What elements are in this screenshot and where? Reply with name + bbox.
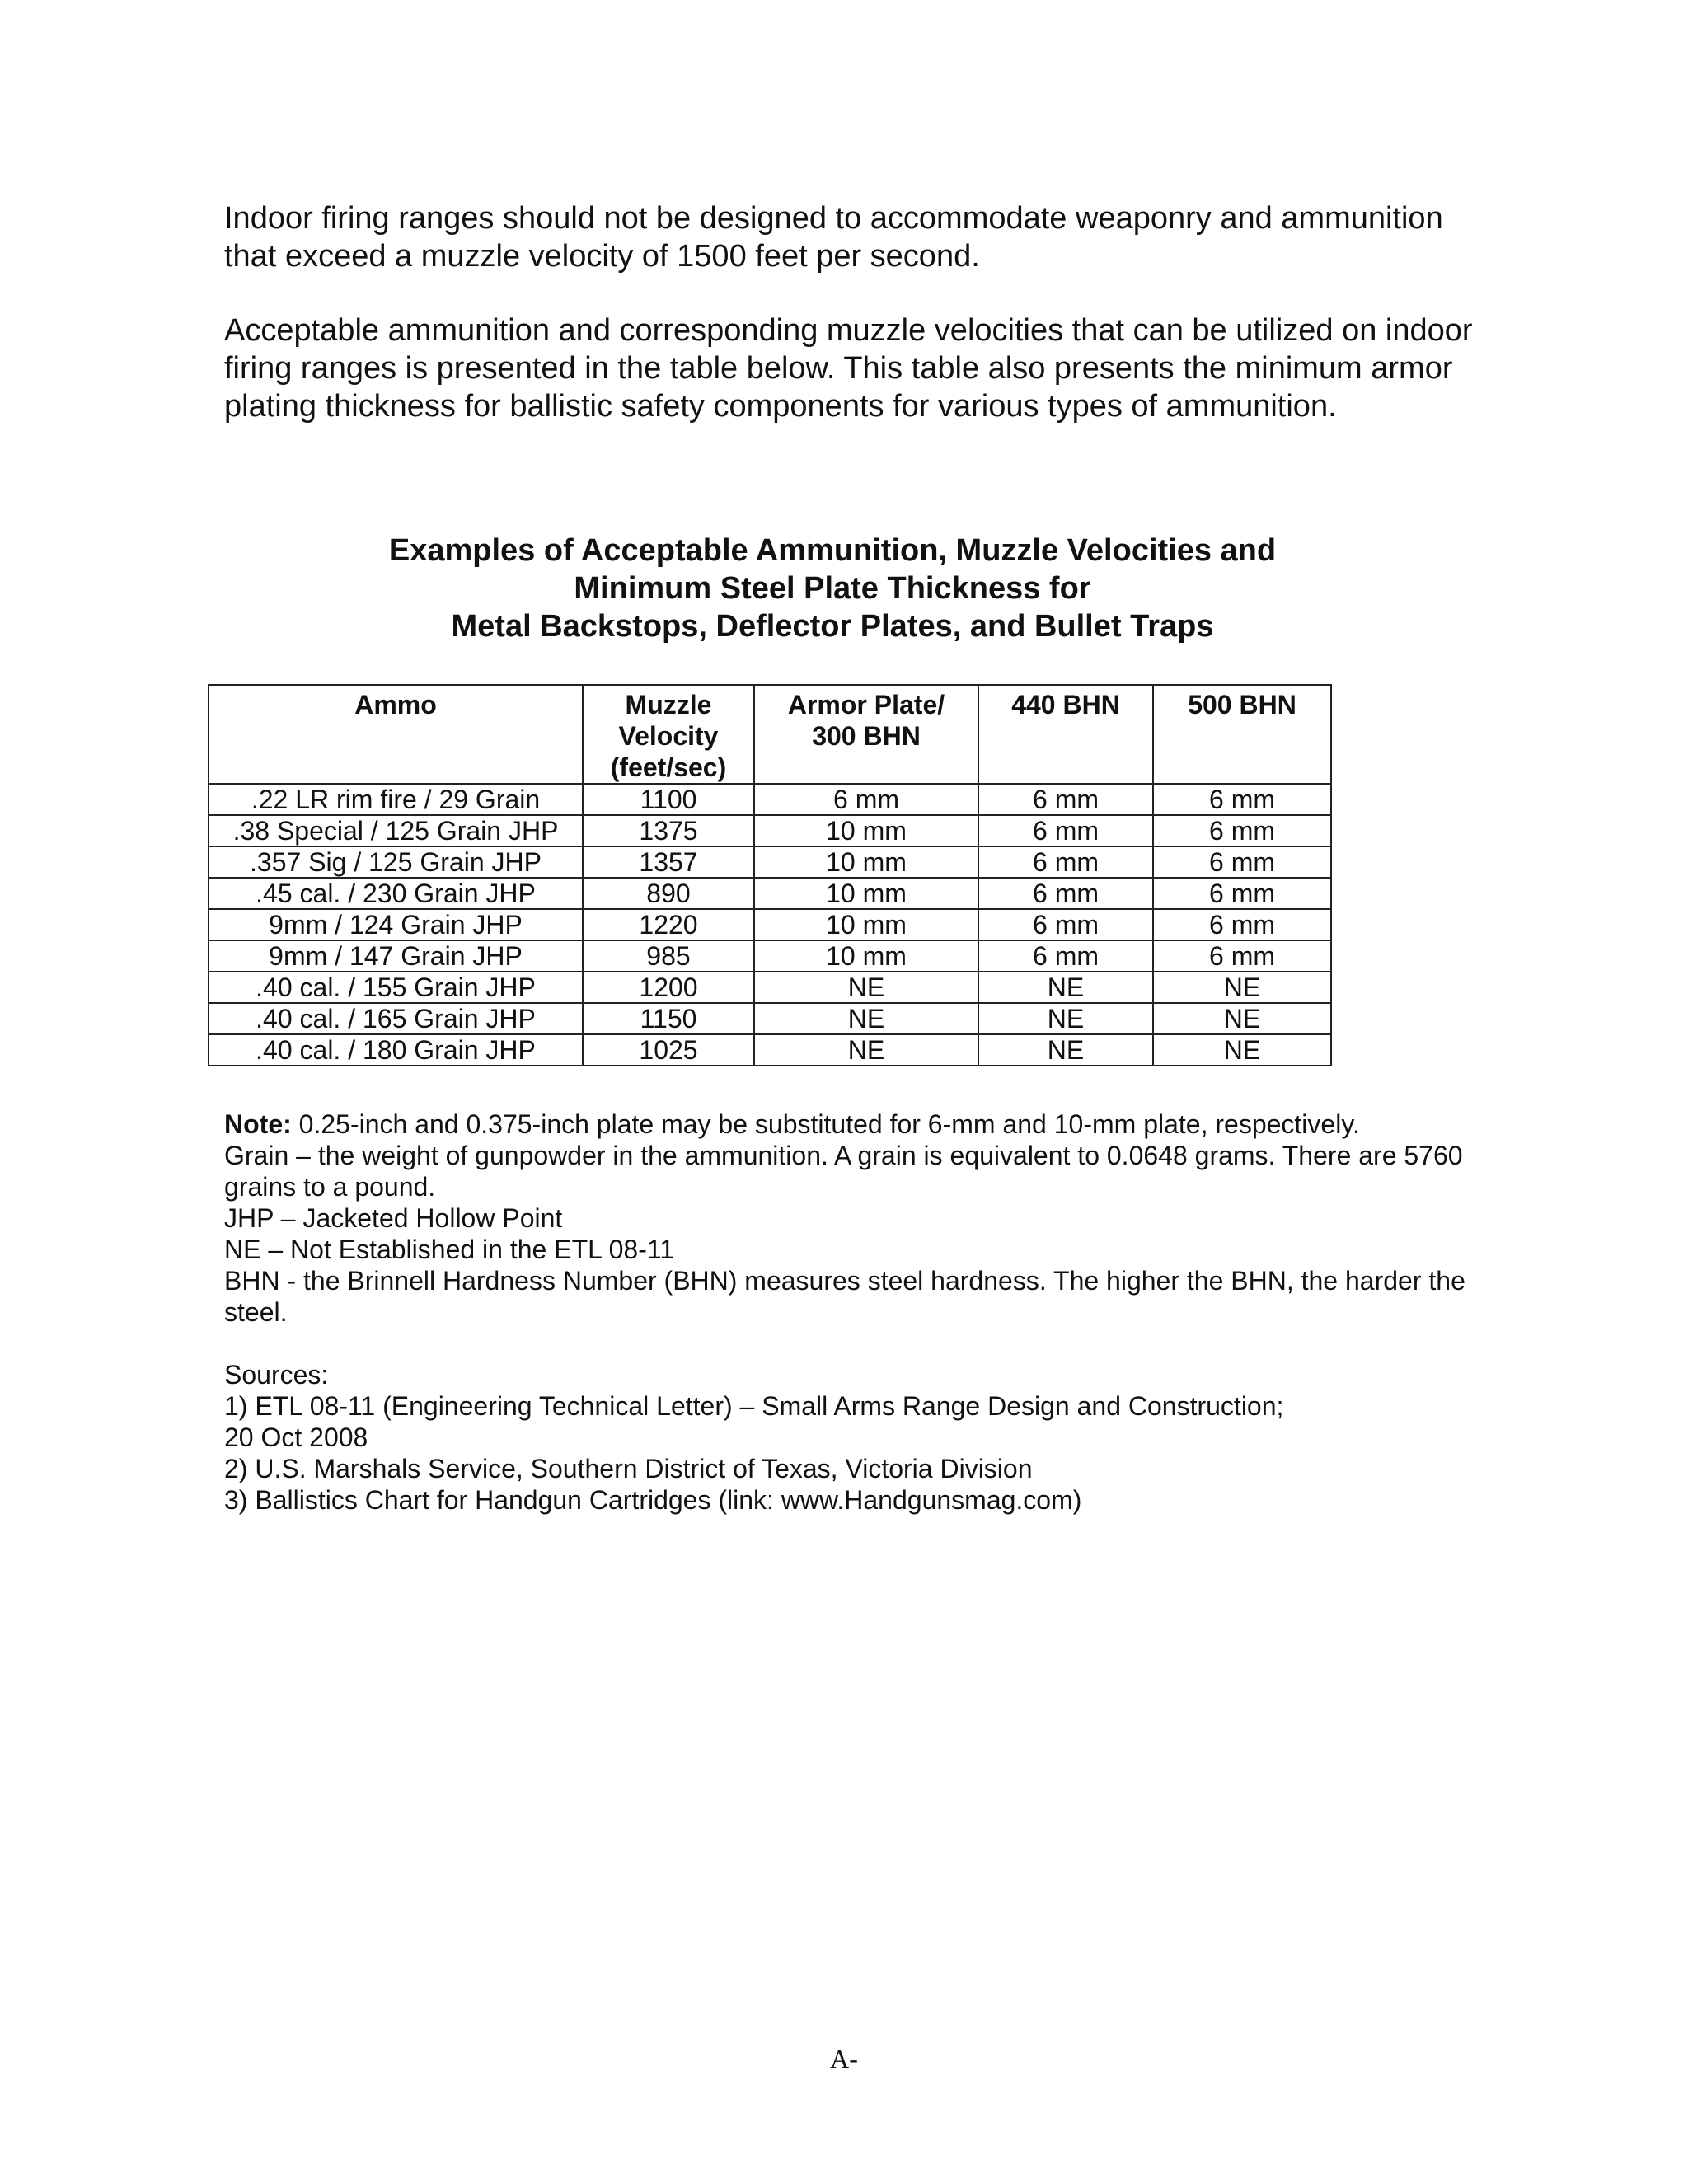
sources-heading: Sources: [224,1360,329,1390]
table-row [209,972,1331,1003]
notes-section [224,1108,1477,1516]
cell-ammo: .45 cal. / 230 Grain JHP [209,878,583,909]
jhp-definition: JHP – Jacketed Hollow Point [224,1203,563,1233]
page-number: A- [830,2044,858,2074]
cell-500-bhn: NE [1153,972,1331,1003]
cell-500-bhn: NE [1153,1034,1331,1066]
source-3: 3) Ballistics Chart for Handgun Cartridges (link: www.Handgunsmag.com) [224,1485,1082,1515]
cell-velocity: 1200 [583,972,754,1003]
header-armor-line-2: 300 BHN [812,721,921,751]
cell-armor-plate: 10 mm [754,846,978,878]
header-velocity-line-1: Muzzle [625,690,712,719]
cell-ammo: .40 cal. / 180 Grain JHP [209,1034,583,1066]
header-armor-line-1: Armor Plate/ [787,690,945,719]
cell-velocity: 1357 [583,846,754,878]
cell-velocity: 985 [583,940,754,972]
table-title-line-2: Minimum Steel Plate Thickness for [574,571,1091,606]
cell-440-bhn: 6 mm [978,815,1153,846]
cell-velocity: 1025 [583,1034,754,1066]
cell-velocity: 1150 [583,1003,754,1034]
cell-500-bhn: 6 mm [1153,878,1331,909]
header-500-bhn: 500 BHN [1153,685,1331,784]
header-velocity-line-2: Velocity [618,721,719,751]
cell-velocity: 1100 [583,784,754,815]
table-header-row [209,685,1331,784]
cell-500-bhn: 6 mm [1153,784,1331,815]
cell-armor-plate: NE [754,1034,978,1066]
table-row [209,940,1331,972]
cell-500-bhn: 6 mm [1153,909,1331,940]
cell-ammo: .40 cal. / 165 Grain JHP [209,1003,583,1034]
cell-500-bhn: 6 mm [1153,940,1331,972]
cell-ammo: .22 LR rim fire / 29 Grain [209,784,583,815]
grain-definition: Grain – the weight of gunpowder in the ammunition. A grain is equivalent to 0.0648 grams. There are 5760 grains to a pound. [224,1141,1463,1202]
cell-armor-plate: 10 mm [754,909,978,940]
ne-definition: NE – Not Established in the ETL 08-11 [224,1235,675,1264]
header-muzzle-velocity [583,685,754,784]
source-1-line-1: 1) ETL 08-11 (Engineering Technical Letter) – Small Arms Range Design and Construction; [224,1391,1284,1421]
cell-armor-plate: NE [754,1003,978,1034]
cell-440-bhn: NE [978,1003,1153,1034]
bhn-definition: BHN - the Brinnell Hardness Number (BHN) measures steel hardness. The higher the BHN, the harder the steel. [224,1266,1465,1327]
spacer [224,1328,1477,1359]
cell-armor-plate: NE [754,972,978,1003]
table-row [209,878,1331,909]
header-440-bhn: 440 BHN [978,685,1153,784]
cell-500-bhn: NE [1153,1003,1331,1034]
cell-440-bhn: NE [978,972,1153,1003]
cell-ammo: .38 Special / 125 Grain JHP [209,815,583,846]
header-armor-plate [754,685,978,784]
intro-paragraph-table-description: Acceptable ammunition and corresponding muzzle velocities that can be utilized on indoor firing ranges is presented in the table below. This table also presents the minimum armor plating thickness for ballistic safety components for various types of ammunition. [224,313,1473,424]
table-row [209,1034,1331,1066]
table-title [247,532,1418,645]
table-row [209,815,1331,846]
cell-ammo: 9mm / 147 Grain JHP [209,940,583,972]
source-2: 2) U.S. Marshals Service, Southern District of Texas, Victoria Division [224,1454,1033,1483]
intro-paragraph-velocity-limit: Indoor firing ranges should not be designed to accommodate weaponry and ammunition that exceed a muzzle velocity of 1500 feet per second. [224,201,1443,274]
cell-ammo: 9mm / 124 Grain JHP [209,909,583,940]
table-row [209,846,1331,878]
cell-500-bhn: 6 mm [1153,846,1331,878]
cell-armor-plate: 10 mm [754,878,978,909]
header-ammo: Ammo [209,685,583,784]
source-1-line-2: 20 Oct 2008 [224,1422,368,1452]
cell-440-bhn: 6 mm [978,878,1153,909]
cell-armor-plate: 10 mm [754,940,978,972]
cell-440-bhn: 6 mm [978,940,1153,972]
ammunition-table [208,684,1332,1066]
note-line [224,1108,1477,1140]
cell-velocity: 1220 [583,909,754,940]
note-label: Note: [224,1109,292,1139]
cell-440-bhn: 6 mm [978,909,1153,940]
cell-velocity: 1375 [583,815,754,846]
cell-ammo: .357 Sig / 125 Grain JHP [209,846,583,878]
cell-440-bhn: 6 mm [978,846,1153,878]
table-row [209,909,1331,940]
cell-440-bhn: 6 mm [978,784,1153,815]
table-row [209,1003,1331,1034]
header-velocity-line-3: (feet/sec) [610,752,727,782]
cell-440-bhn: NE [978,1034,1153,1066]
table-title-line-3: Metal Backstops, Deflector Plates, and Bullet Traps [451,609,1214,644]
cell-ammo: .40 cal. / 155 Grain JHP [209,972,583,1003]
note-text: 0.25-inch and 0.375-inch plate may be substituted for 6-mm and 10-mm plate, respectively. [291,1109,1360,1139]
cell-500-bhn: 6 mm [1153,815,1331,846]
cell-velocity: 890 [583,878,754,909]
table-row [209,784,1331,815]
cell-armor-plate: 6 mm [754,784,978,815]
table-title-line-1: Examples of Acceptable Ammunition, Muzzle Velocities and [388,533,1277,568]
cell-armor-plate: 10 mm [754,815,978,846]
